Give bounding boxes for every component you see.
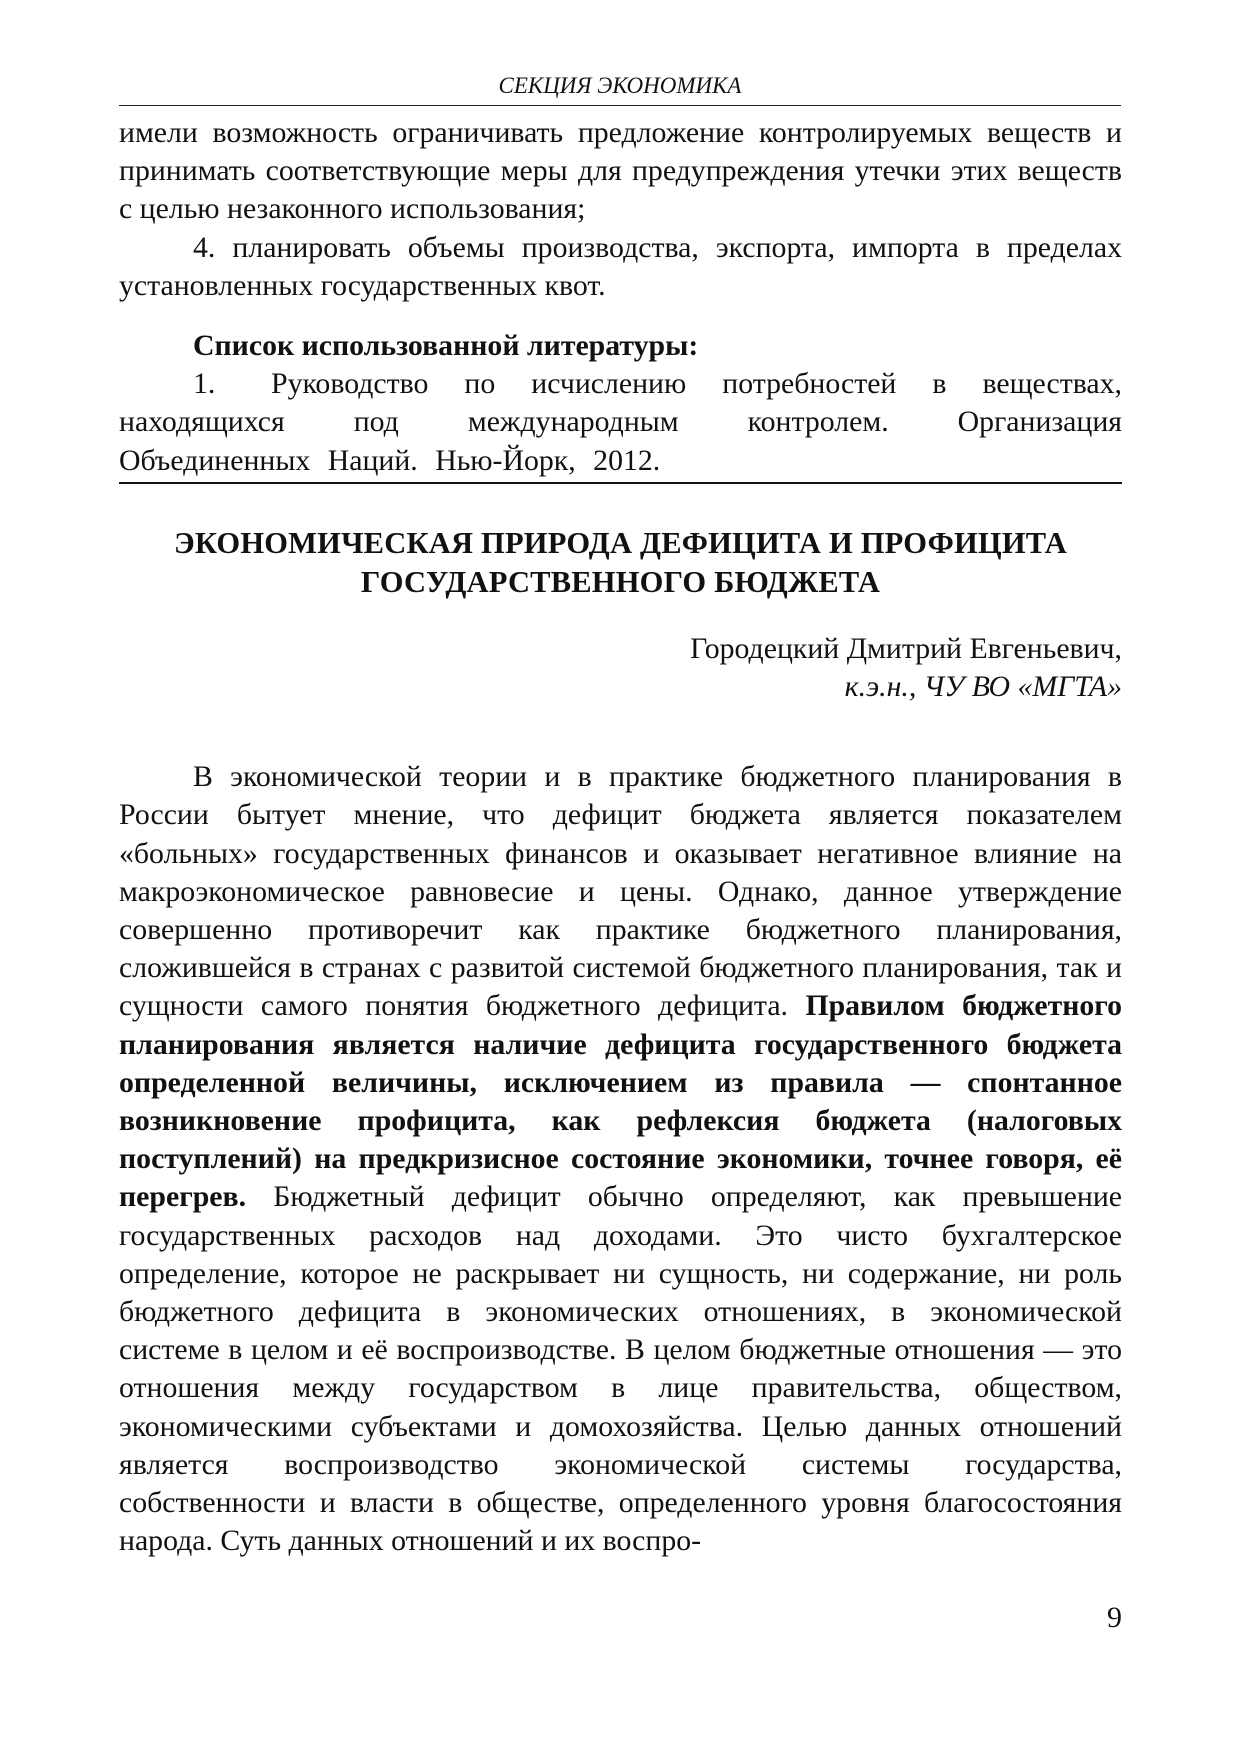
page-body <box>119 114 1122 1561</box>
author-affiliation: к.э.н., ЧУ ВО «МГТА» <box>844 670 1122 704</box>
article-title-line-1: ЭКОНОМИЧЕСКАЯ ПРИРОДА ДЕФИЦИТА И ПРОФИЦИТА <box>173 525 1068 560</box>
body-text-start: В экономической теории и в практике бюджетного планирования в России бытует мнение, что дефицит бюджета является показателем «больных» государственных финансов и оказывает негативное влияние на макроэкономическое равновесие и цены. Однако, данное утверждение совершенно противоречит как практике бюджетного планирования, сложившейся в странах с развитой системой бюджетного планирования, так и сущности самого понятия бюджетного дефицита. <box>119 760 1122 1023</box>
reference-number: 1. <box>193 367 216 401</box>
author-name: Городецкий Дмитрий Евгеньевич, <box>690 631 1122 665</box>
reference-text: Руководство по исчислению потребностей в веществах, находящихся под международным контролем. Организация Объединенных Наций. Нью-Йорк, 2012. <box>119 367 1122 477</box>
intro-paragraph-1: имели возможность ограничивать предложение контролируемых веществ и принимать соответствующие меры для предупреждения утечки этих веществ с целью незаконного использования; <box>119 116 1122 226</box>
references-heading: Список использованной литературы: <box>193 329 699 363</box>
article-title-line-2: ГОСУДАРСТВЕННОГО БЮДЖЕТА <box>360 564 881 599</box>
article-body-paragraph <box>119 758 1122 1560</box>
page-number: 9 <box>1107 1601 1122 1634</box>
section-divider <box>119 482 1122 484</box>
author-block <box>119 630 1122 706</box>
reference-item <box>119 365 1122 480</box>
body-text-continuation: Бюджетный дефицит обычно определяют, как превышение государственных расходов над доходами. Это чисто бухгалтерское определение, которое не раскрывает ни сущность, ни содержание, ни роль бюджетного дефицита в экономических отношениях, в экономической системе в целом и её воспроизводстве. В целом бюджетные отношения — это отношения между государством в лице правительства, обществом, экономическими субъектами и домохозяйства. Целью данных отношений является воспроизводство экономической системы государства, собственности и власти в обществе, определенного уровня благосостояния народа. Суть данных отношений и их воспро- <box>119 1180 1122 1558</box>
references-section <box>119 327 1122 484</box>
article-title <box>119 524 1122 602</box>
section-title: СЕКЦИЯ ЭКОНОМИКА <box>498 73 742 98</box>
running-header <box>119 64 1121 106</box>
body-bold-statement: Правилом бюджетного планирования является наличие дефицита государственного бюджета определенной величины, исключением из правила — спонтанное возникновение профицита, как рефлексия бюджета (налоговых поступлений) на предкризисное состояние экономики, точнее говоря, её перегрев. <box>119 989 1122 1214</box>
intro-paragraph-2: 4. планировать объемы производства, экспорта, импорта в пределах установленных государственных квот. <box>119 230 1122 302</box>
